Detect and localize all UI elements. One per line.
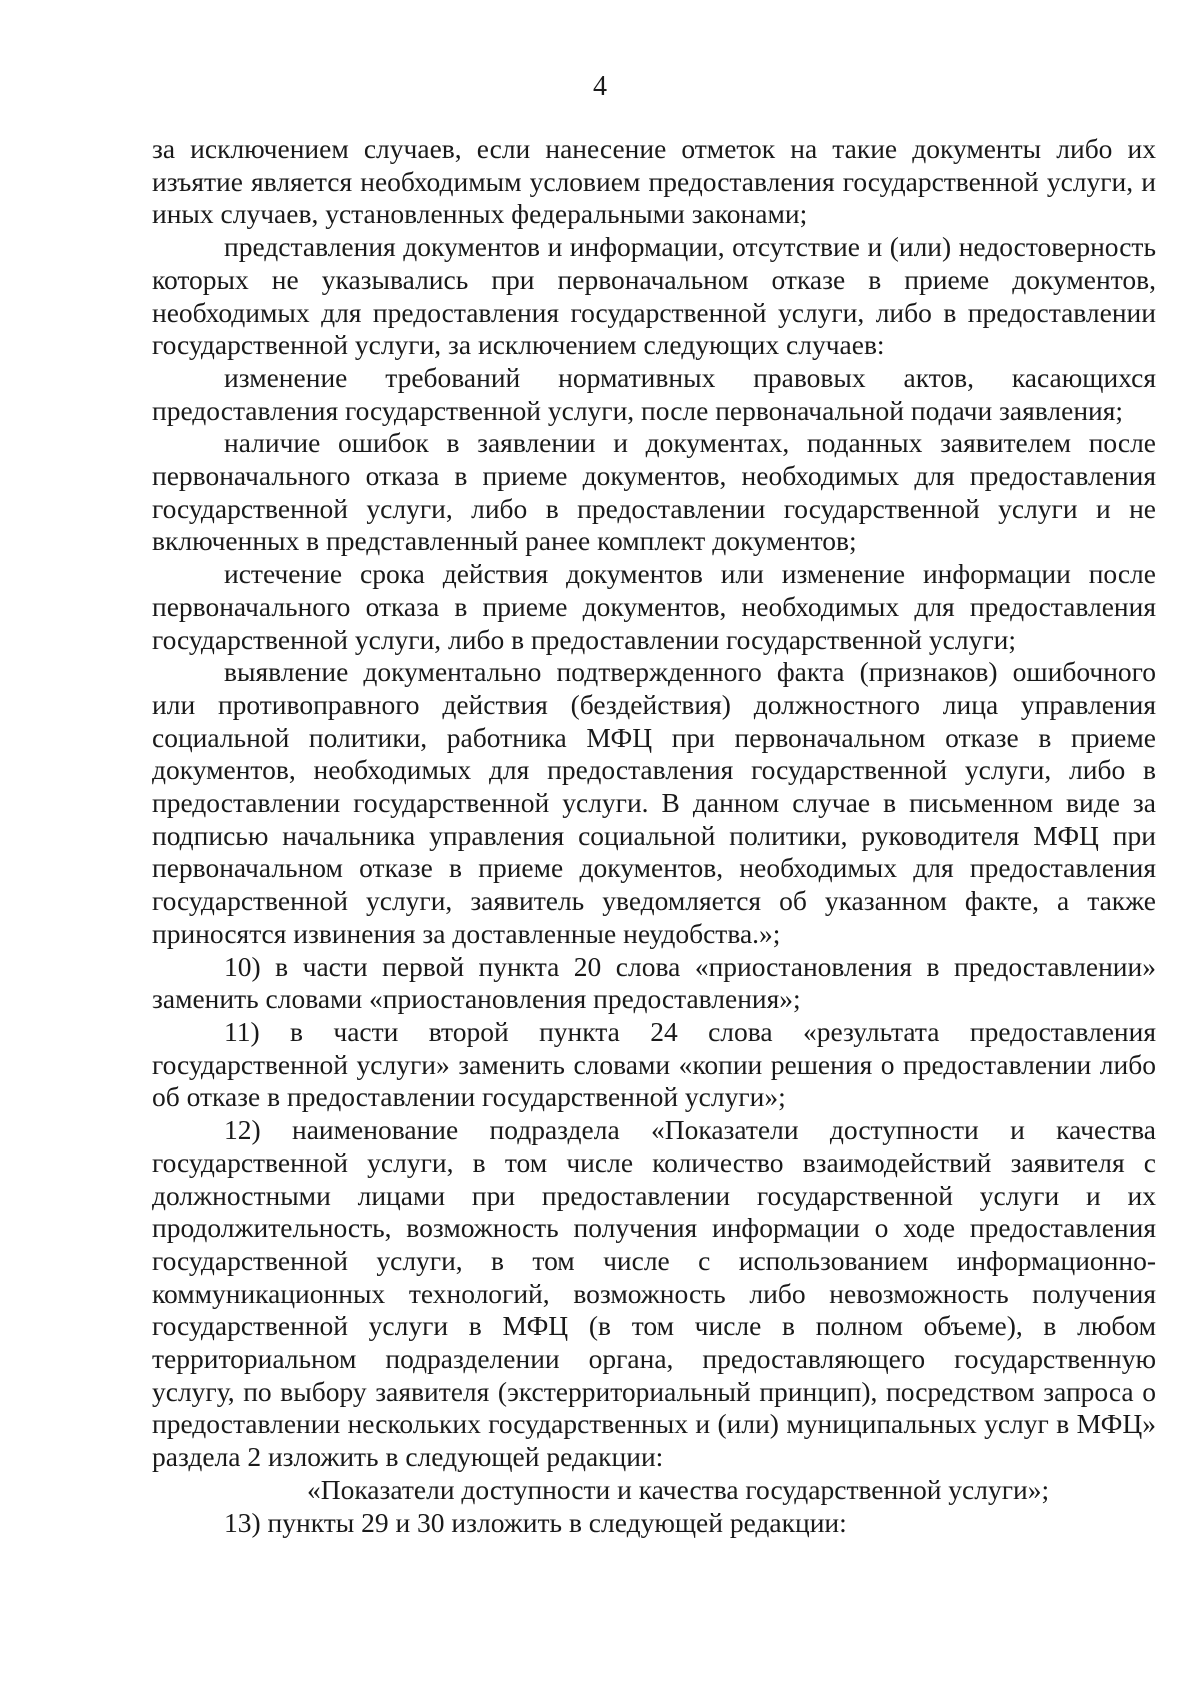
paragraph-item-11: 11) в части второй пункта 24 слова «результата предоставления государственной услуги» заменить словами «копии решения о предоставлении либо об отказе в предоставлении государственной услуги»;	[152, 1015, 1156, 1113]
paragraph-documents-info: представления документов и информации, отсутствие и (или) недостоверность которых не указывались при первоначальном отказе в приеме документов, необходимых для предоставления государственной услуги, либо в предоставлении государственной услуги, за исключением следующих случаев:	[152, 231, 1156, 361]
paragraph-requirements-change: изменение требований нормативных правовых актов, касающихся предоставления государственной услуги, после первоначальной подачи заявления;	[152, 361, 1156, 426]
paragraph-subsection-title: «Показатели доступности и качества государственной услуги»;	[307, 1473, 1050, 1505]
paragraph-item-13: 13) пункты 29 и 30 изложить в следующей редакции:	[224, 1506, 847, 1538]
page-number: 4	[593, 71, 607, 102]
paragraph-errors: наличие ошибок в заявлении и документах, поданных заявителем после первоначального отказа в приеме документов, необходимых для предоставления государственной услуги, либо в предоставлении государственной услуги и не включенных в представленный ранее комплект документов;	[152, 427, 1156, 557]
paragraph-item-12: 12) наименование подраздела «Показатели доступности и качества государственной услуги, в том числе количество взаимодействий заявителя с должностными лицами при предоставлении государственной услуги и их продолжительность, возможность получения информации о ходе предоставления государственной услуги, в том числе с использованием информационно-коммуникационных технологий, возможность либо невозможность получения государственной услуги в МФЦ (в том числе в полном объеме), в любом территориальном подразделении органа, предоставляющего государственную услугу, по выбору заявителя (экстерриториальный принцип), посредством запроса о предоставлении нескольких государственных и (или) муниципальных услуг в МФЦ» раздела 2 изложить в следующей редакции:	[152, 1114, 1156, 1473]
paragraph-violation: выявление документально подтвержденного факта (признаков) ошибочного или противоправного действия (бездействия) должностного лица управления социальной политики, работника МФЦ при первоначальном отказе в приеме документов, необходимых для предоставления государственной услуги, либо в предоставлении государственной услуги. В данном случае в письменном виде за подписью начальника управления социальной политики, руководителя МФЦ при первоначальном отказе в приеме документов, необходимых для предоставления государственной услуги, заявитель уведомляется об указанном факте, а также приносятся извинения за доставленные неудобства.»;	[152, 656, 1156, 949]
paragraph-expiration: истечение срока действия документов или изменение информации после первоначального отказа в приеме документов, необходимых для предоставления государственной услуги, либо в предоставлении государственной услуги;	[152, 558, 1156, 655]
paragraph-item-10: 10) в части первой пункта 20 слова «приостановления в предоставлении» заменить словами «приостановления предоставления»;	[152, 950, 1156, 1015]
document-body	[152, 133, 1156, 1539]
paragraph-exceptions: за исключением случаев, если нанесение отметок на такие документы либо их изъятие является необходимым условием предоставления государственной услуги, и иных случаев, установленных федеральными законами;	[152, 133, 1156, 230]
